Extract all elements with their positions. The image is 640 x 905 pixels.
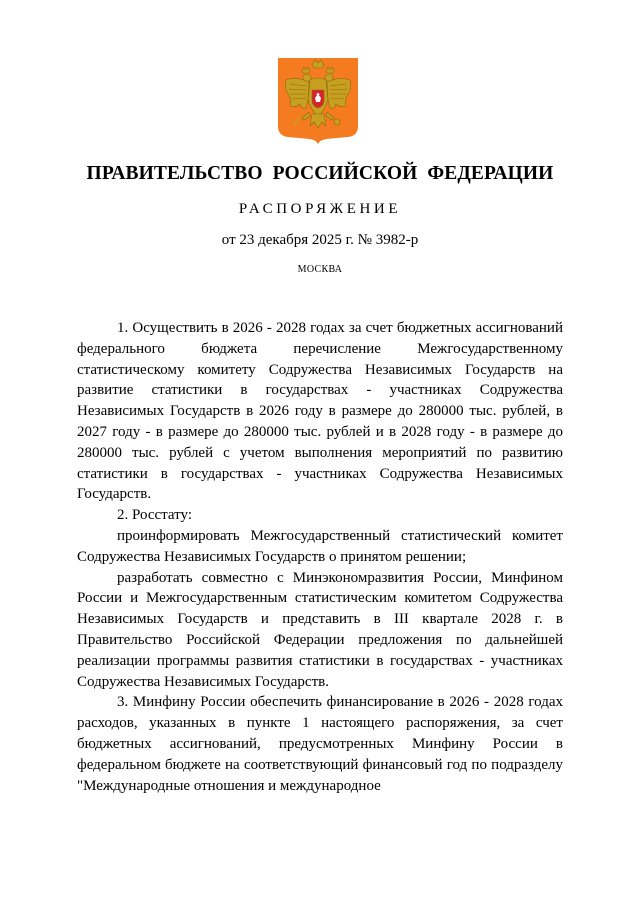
paragraph-item-2: 2. Росстату: xyxy=(117,507,192,524)
document-city: МОСКВА xyxy=(297,264,343,275)
paragraph-subitem-develop: разработать совместно с Минэкономразвития России, Минфином России и Межгосударственным статистическим комитетом Содружества Независимых Государств и представить в III квартале 2028 г. в Правительство Российской Федерации предложения по дальнейшей реализации программы развития статистики в государствах - участниках Содружества Независимых Государств. xyxy=(77,569,563,690)
document-date-number: от 23 декабря 2025 г. № 3982-р xyxy=(221,232,419,248)
paragraph-item-1: 1. Осуществить в 2026 - 2028 годах за счет бюджетных ассигнований федерального бюджета перечисление Межгосударственному статистическому комитету Содружества Независимых Государств на развитие статистики в государствах - участниках Содружества Независимых Государств в 2026 году в размере до 280000 тыс. рублей, в 2027 году - в размере до 280000 тыс. рублей и в 2028 году - в размере до 280000 тыс. рублей с учетом выполнения мероприятий по развитию статистики в государствах - участниках Содружества Независимых Государств. xyxy=(77,320,563,503)
document-body xyxy=(77,318,563,796)
government-title: ПРАВИТЕЛЬСТВО РОССИЙСКОЙ ФЕДЕРАЦИИ xyxy=(86,163,554,184)
paragraph-subitem-inform: проинформировать Межгосударственный статистический комитет Содружества Независимых Государств о принятом решении; xyxy=(77,527,563,565)
document-type: РАСПОРЯЖЕНИЕ xyxy=(238,201,402,217)
paragraph-item-3: 3. Минфину России обеспечить финансирование в 2026 - 2028 годах расходов, указанных в пункте 1 настоящего распоряжения, за счет бюджетных ассигнований, предусмотренных Минфину России в федеральном бюджете на соответствующий финансовый год по подразделу "Международные отношения и международное xyxy=(77,694,563,794)
russian-coat-of-arms-icon xyxy=(276,56,360,144)
